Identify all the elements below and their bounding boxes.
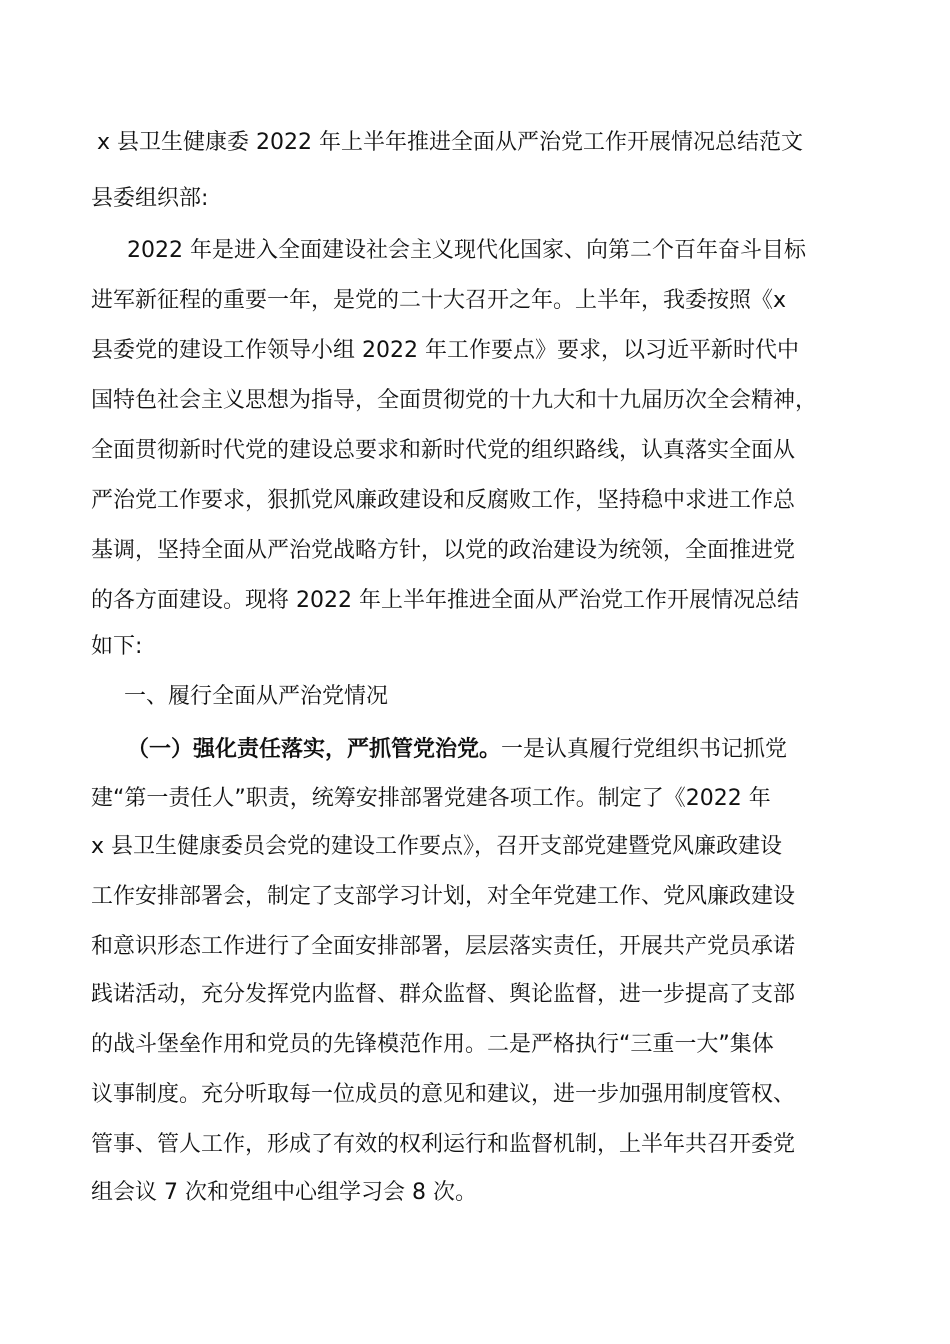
subsection-line: x 县卫生健康委员会党的建设工作要点》，召开支部党建暨党风廉政建设 (91, 834, 783, 859)
subsection-heading: （一）强化责任落实，严抓管党治党。 (127, 737, 502, 762)
subsection-line: 践诺活动，充分发挥党内监督、群众监督、舆论监督，进一步提高了支部 (91, 982, 796, 1007)
subsection-line: 和意识形态工作进行了全面安排部署，层层落实责任，开展共产党员承诺 (91, 934, 796, 959)
intro-line: 如下: (91, 634, 143, 659)
intro-line: 基调，坚持全面从严治党战略方针，以党的政治建设为统领，全面推进党 (91, 538, 796, 563)
subsection-line: 组会议 7 次和党组中心组学习会 8 次。 (91, 1180, 477, 1205)
intro-line: 县委党的建设工作领导小组 2022 年工作要点》要求，以习近平新时代中 (91, 338, 799, 363)
intro-line: 的各方面建设。现将 2022 年上半年推进全面从严治党工作开展情况总结 (91, 588, 799, 613)
subsection-line: 的战斗堡垒作用和党员的先锋模范作用。二是严格执行“三重一大”集体 (91, 1032, 774, 1057)
subsection-line: 建“第一责任人”职责，统筹安排部署党建各项工作。制定了《2022 年 (91, 786, 771, 811)
subsection-first-line (127, 735, 907, 765)
section-heading: 一、履行全面从严治党情况 (124, 684, 389, 709)
intro-line: 严治党工作要求，狠抓党风廉政建设和反腐败工作，坚持稳中求进工作总 (91, 488, 796, 513)
subsection-line: 工作安排部署会，制定了支部学习计划，对全年党建工作、党风廉政建设 (91, 884, 796, 909)
subsection-line: 议事制度。充分听取每一位成员的意见和建议，进一步加强用制度管权、 (91, 1082, 796, 1107)
intro-line: 2022 年是进入全面建设社会主义现代化国家、向第二个百年奋斗目标 (127, 238, 806, 263)
document-title: x 县卫生健康委 2022 年上半年推进全面从严治党工作开展情况总结范文 (97, 130, 803, 155)
intro-line: 进军新征程的重要一年，是党的二十大召开之年。上半年，我委按照《x (91, 288, 787, 313)
intro-line: 全面贯彻新时代党的建设总要求和新时代党的组织路线，认真落实全面从 (91, 438, 796, 463)
intro-line: 国特色社会主义思想为指导，全面贯彻党的十九大和十九届历次全会精神， (91, 388, 818, 413)
subsection-line: 管事、管人工作，形成了有效的权利运行和监督机制，上半年共召开委党 (91, 1132, 796, 1157)
subsection-first-line-text: 一是认真履行党组织书记抓党 (501, 737, 788, 762)
salutation: 县委组织部: (91, 186, 209, 211)
